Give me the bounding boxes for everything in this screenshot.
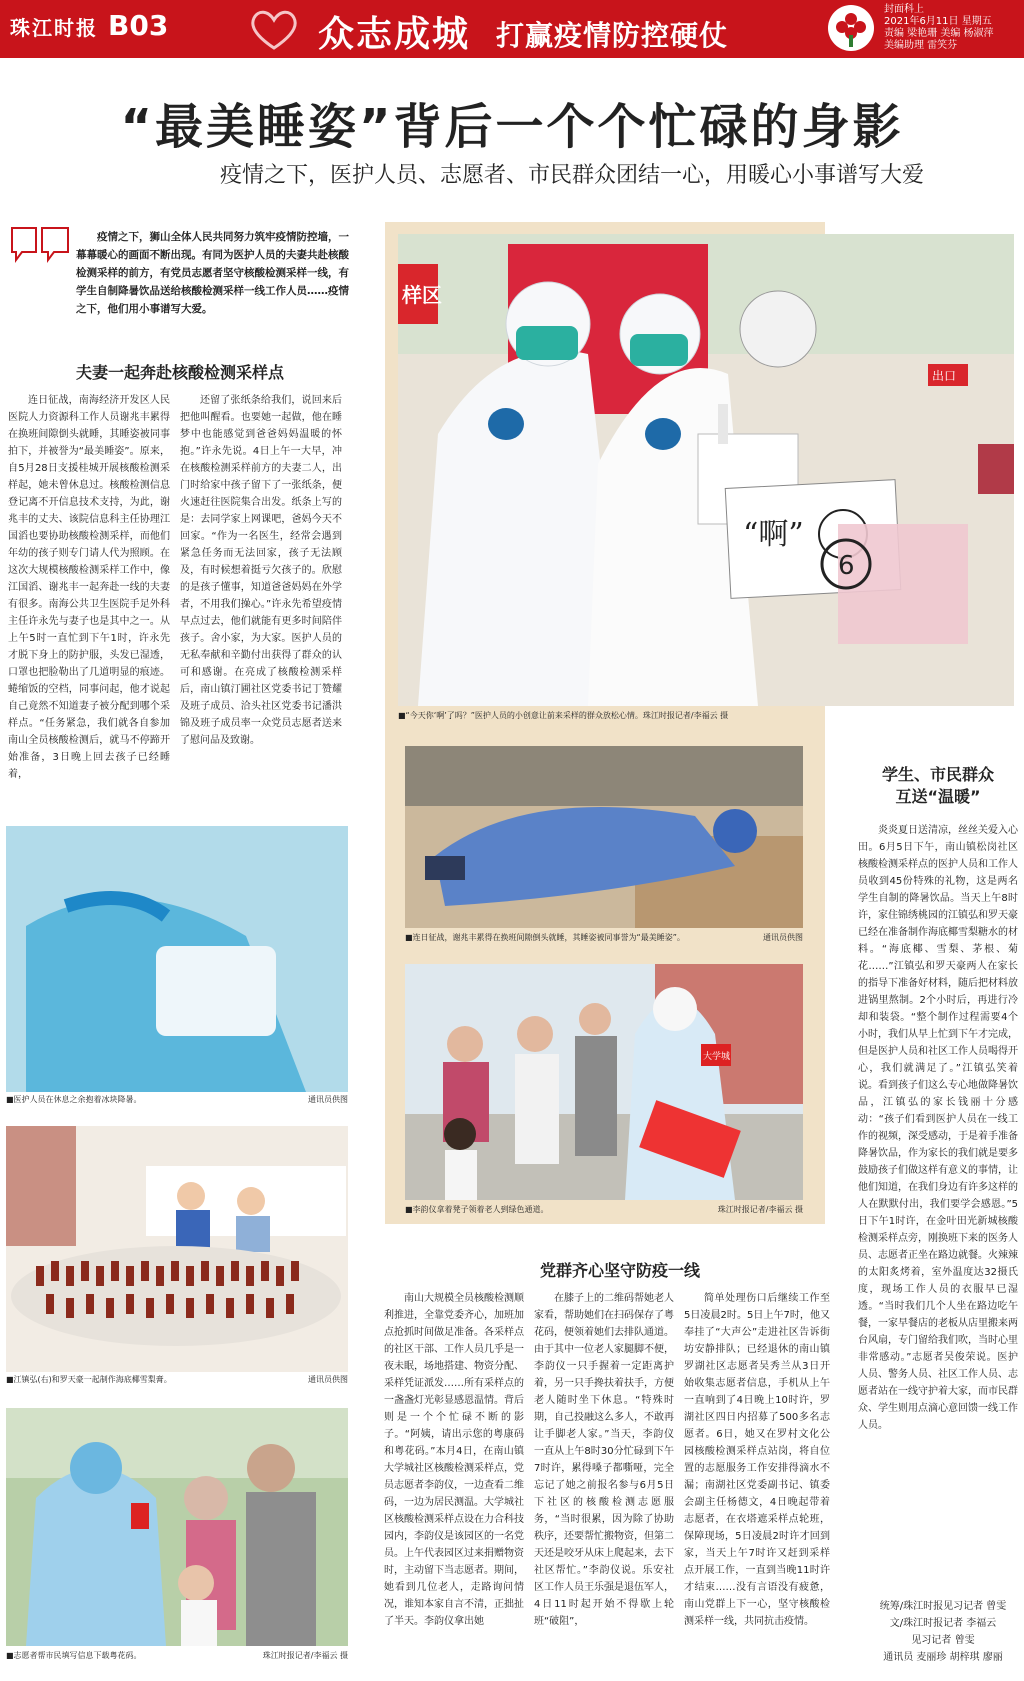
section-title-party: 党群齐心坚守防疫一线 bbox=[539, 1261, 700, 1280]
couple-column-1 bbox=[8, 392, 170, 780]
newspaper-name: 珠江时报 bbox=[10, 16, 98, 40]
headline: “最美睡姿”背后一个个忙碌的身影 bbox=[120, 99, 904, 155]
zone-sign: 样区 bbox=[402, 283, 442, 307]
students-column bbox=[858, 822, 1018, 1592]
heart-icon bbox=[246, 4, 302, 54]
photo-volunteer-helping bbox=[6, 1408, 348, 1646]
speech-bubbles-icon bbox=[8, 224, 72, 270]
caption-drinks bbox=[6, 1374, 348, 1385]
caption-text: ■江镇弘(右)和罗天豪一起制作海底椰雪梨膏。 bbox=[6, 1375, 172, 1384]
section-title-students-2: 互送“温暖” bbox=[895, 787, 981, 806]
caption-text: ■“今天你‘啊’了吗？”医护人员的小创意让前来采样的群众放松心情。珠江时报记者/李福云 摄 bbox=[398, 711, 729, 720]
exit-sign: 出口 bbox=[932, 369, 957, 383]
photo-elder-assist-art bbox=[405, 964, 803, 1200]
meta-editors: 责编 梁艳珊 美编 杨淑萍 bbox=[884, 28, 994, 39]
caption-credit: 珠江时报记者/李福云 摄 bbox=[717, 1205, 803, 1214]
caption-ice bbox=[6, 1094, 348, 1105]
meta-line: 封面科上 bbox=[884, 4, 924, 15]
section-title-students-1: 学生、市民群众 bbox=[881, 765, 994, 784]
caption-sleeping bbox=[405, 932, 803, 943]
caption-volunteer bbox=[6, 1650, 348, 1661]
photo-kids-drinks bbox=[6, 1126, 348, 1372]
photo-volunteer-helping-art bbox=[6, 1408, 348, 1646]
slogan-sub: 打赢疫情防控硬仗 bbox=[496, 19, 729, 52]
credit-line: 文/珠江时报记者 李福云 bbox=[889, 1618, 997, 1629]
caption-text: ■连日征战，谢兆丰累得在换班间隙倒头就睡，其睡姿被同事誉为“最美睡姿”。 bbox=[405, 933, 685, 942]
party-column-3 bbox=[684, 1290, 830, 1674]
caption-credit: 通讯员供图 bbox=[763, 933, 803, 942]
volunteer-badge: 大学城 bbox=[703, 1052, 731, 1062]
party-text-1: 南山大规模全员核酸检测顺利推进，全靠党委齐心，加班加点抢抓时间做足准备。各采样点的社区干部、工作人员几乎是一夜未眠，场地搭建、物资分配、采样凭证派发……所有采样点的一盏盏灯光彰显感恩温情。背后则是一个个忙碌不断的影子。“阿姨，请出示您的粤康码和粤花码。”本月4日，在南山镇大学城社区核酸检测采样点，党员志愿者李韵仪，一边查看二维码，一边为居民测温。大学城社区核酸检测采样点设在力合科技园内，李韵仪是该园区的一名党员。上午代表园区过来捐赠物资时，主动留下当志愿者。期间，她看到几位老人，走路询问情况，谁知本家自言不清，正拙扯了半天。李韵仪拿出她 bbox=[384, 1293, 524, 1627]
couple-column-2 bbox=[180, 392, 342, 766]
meta-assistant: 美编助理 雷笑芬 bbox=[884, 40, 958, 51]
meta-date: 2021年6月11日 星期五 bbox=[884, 16, 992, 27]
caption-text: ■李韵仪拿着凳子领着老人到绿色通道。 bbox=[405, 1205, 549, 1214]
caption-main bbox=[398, 710, 786, 721]
page-meta bbox=[884, 4, 994, 52]
photo-elder-assist bbox=[405, 964, 803, 1200]
photo-ice-cooling bbox=[6, 826, 348, 1092]
caption-credit: 珠江时报记者/李福云 摄 bbox=[262, 1651, 348, 1660]
page-number: B03 bbox=[108, 9, 169, 42]
party-text-3: 简单处理伤口后继续工作至5日凌晨2时。5日上午7时，他又奉挂了“大声公”走进社区告诉街坊安静排队；已经退休的南山镇罗湖社区志愿者吴秀兰从3日开始收集志愿者信息，手机从上午一直响到了4日晚上10时许，罗湖社区四日内招募了500多名志愿者。6日，她又在罗村文化公园核酸检测采样点站岗，将自位置的志愿服务工作安排得滴水不漏；南湖社区党委副书记、镇委会副主任杨德文，4日晚起带着志愿者，在衣塔遮采样点轮班，保障现场，5日凌晨2时许才回到家，当天上午7时许又赶到采样点开展工作，一直到当晚11时许才结束……没有言语没有疲惫，南山党群上下一心，坚守核酸检测采样一线，共同抗击疫情。 bbox=[684, 1293, 830, 1627]
party-text-2: 在膝子上的二维码帮她老人家看，帮助她们在扫码保存了粤花码，便领着她们去排队通道。由于其中一位老人家腿脚不便，李韵仪一只手握着一定距离护着，另一只手搀扶着扶手，方便老人随时坐下休息。“特殊时期，自己投融这么多人，不敢再让手脚老人家。”当天，李韵仪一直从上午8时30分忙碌到下午7时许，累得嗓子都嘶哑，完全忘记了她之前报名参与6月5日下社区的核酸检测志愿服务，“当时很累，因为除了协助秩序，还要帮忙搬物资，但第二天还是咬牙从床上爬起来，去下社区帮忙。”李韵仪说。乐安社区工作人员王乐强是退伍军人，4日11时起开始不得歇上轮班“破阻”， bbox=[534, 1293, 674, 1627]
couple-text-1: 连日征战，南海经济开发区人民医院人力资源科工作人员谢兆丰累得在换班间隙倒头就睡，其睡姿被同事拍下，并被誉为“最美睡姿”。原来，自5月28日支援桂城开展核酸检测采样起，她未曾休息过。核酸检测信息登记离不开信息技术支持，为此，谢兆丰的丈夫、该院信息科主任协理江国滔也要协助核酸检测采样，而他们年幼的孩子则专门请人代为照顾。在这次大规模核酸检测采样工作中，像江国滔、谢兆丰一起奔赴一线的夫妻有很多。南海公共卫生医院手足外科主任许永先与妻子也是其中之一。从上午5时一直忙到下午1时，许永先才脱下身上的防护服，头发已湿透，口罩也把脸勒出了几道明显的痕迹。蜷缩饭的空档，同事问起，他才说起自己竟然不知道妻子被分配到哪个采样点。“任务紧急，我们就各自参加南山全员核酸检测后，就马不停蹄开始准备，3日晚上回去孩子已经睡着， bbox=[8, 395, 170, 780]
photo-two-medics bbox=[398, 234, 1014, 706]
party-column-2 bbox=[534, 1290, 674, 1674]
caption-text: ■医护人员在休息之余抱着冰块降暑。 bbox=[6, 1095, 142, 1104]
section-title-couple: 夫妻一起奔赴核酸检测采样点 bbox=[75, 363, 284, 382]
sign-text: “啊” bbox=[743, 517, 804, 552]
caption-credit: 通讯员供图 bbox=[308, 1095, 348, 1104]
slogan-main: 众志成城 bbox=[318, 13, 471, 55]
credit-line: 通讯员 麦丽珍 胡梓琪 廖丽 bbox=[883, 1652, 1003, 1663]
sign-number: 6 bbox=[838, 551, 855, 581]
caption-text: ■志愿者帮市民填写信息下载粤花码。 bbox=[6, 1651, 142, 1660]
photo-kids-drinks-art bbox=[6, 1126, 348, 1372]
byline-credits bbox=[868, 1598, 1018, 1666]
photo-sleeping-art bbox=[405, 746, 803, 928]
photo-sleeping bbox=[405, 746, 803, 928]
photo-ice-cooling-art bbox=[6, 826, 348, 1092]
subheadline: 疫情之下，医护人员、志愿者、市民群众团结一心，用暖心小事谱写大爱 bbox=[219, 163, 924, 188]
couple-text-2: 还留了张纸条给我们，说回来后把他叫醒看。也要她一起做，他在睡梦中也能感觉到爸爸妈妈温暖的怀抱。”许永先说。4日上午一大早，冲在核酸检测采样前方的夫妻二人，出门时给家中孩子留下了一张纸条，便火速赶往医院集合出发。纸条上写的是：去同学家上网课吧，爸妈今天不回家。“作为一名医生，经常会遇到紧急任务而无法回家，孩子无法顾及，有时候想着挺亏欠孩子的。欣慰的是孩子懂事，知道爸爸妈妈在外学者，不用我们操心。”许永先希望疫情早点过去，他们就能有更多时间陪伴孩子。舍小家，为大家。医护人员的无私奉献和辛勤付出获得了群众的认可和感谢。在亮成了核酸检测采样后，南山镇汀圃社区党委书记丁赞耀及班子成员、洽头社区党委书记潘洪锦及班子成员率一众党员志愿者送来了慰问品及致谢。 bbox=[180, 395, 342, 746]
flower-emblem-icon bbox=[828, 5, 874, 51]
caption-credit: 通讯员供图 bbox=[308, 1375, 348, 1384]
credit-line: 统筹/珠江时报见习记者 曾雯 bbox=[879, 1601, 1007, 1612]
photo-two-medics-art bbox=[398, 234, 1014, 706]
party-column-1 bbox=[384, 1290, 524, 1674]
caption-elder bbox=[405, 1204, 803, 1215]
credit-line: 见习记者 曾雯 bbox=[911, 1635, 975, 1646]
intro-paragraph: 疫情之下，狮山全体人民共同努力筑牢疫情防控墙，一幕幕暖心的画面不断出现。有同为医护人员的夫妻共赴核酸检测采样的前方，有党员志愿者坚守核酸检测采样一线，有学生自制降暑饮品送给核酸检测采样一线工作人员……疫情之下，他们用小事谱写大爱。 bbox=[76, 231, 349, 315]
students-text: 炎炎夏日送清凉，丝丝关爱入心田。6月5日下午，南山镇松岗社区核酸检测采样点的医护人员和工作人员收到45份特殊的礼物，这是两名学生自制的降暑饮品。当天上午8时许，家住锦绣桃园的江镇弘和罗天豪已经在准备制作海底椰雪梨糖水的材料。“海底椰、雪梨、茅根、菊花……”江镇弘和罗天豪两人在家长的指导下准备好材料，随后把材料放进锅里熬制。2个小时后，再进行冷却和装袋。“整个制作过程需要4个小时，我们从早上忙到下午才完成，但是医护人员和社区工作人员喝得开心，我们就满足了。”江镇弘笑着说。看到孩子们这么专心地做降暑饮品，江镇弘的家长钱丽十分感动：“孩子们看到医护人员在一线工作的视频，深受感动，于是着手准备降暑饮品，作为家长的我们就是要多鼓励孩子们做这样有意义的事情，让他们知道，在我们身边有许多这样的人在默默付出，我们要学会感恩。”5日下午1时许，在金叶田光新城核酸检测采样点旁，刚换班下来的医务人员、志愿者正坐在路边就餐。火辣辣的太阳炙烤着，室外温度达32摄氏度，现场工作人员的衣服早已湿透。“当时我们几个人坐在路边吃午餐，一家早餐店的老板从店里搬来两台风扇，专门留给我们吹，当时心里非常感动。”志愿者吴俊荣说。医护人员、警务人员、社区工作人员、志愿者站在一线守护着大家，而市民群众、学生则用点滴心意回馈一线工作人员。 bbox=[858, 825, 1018, 1431]
